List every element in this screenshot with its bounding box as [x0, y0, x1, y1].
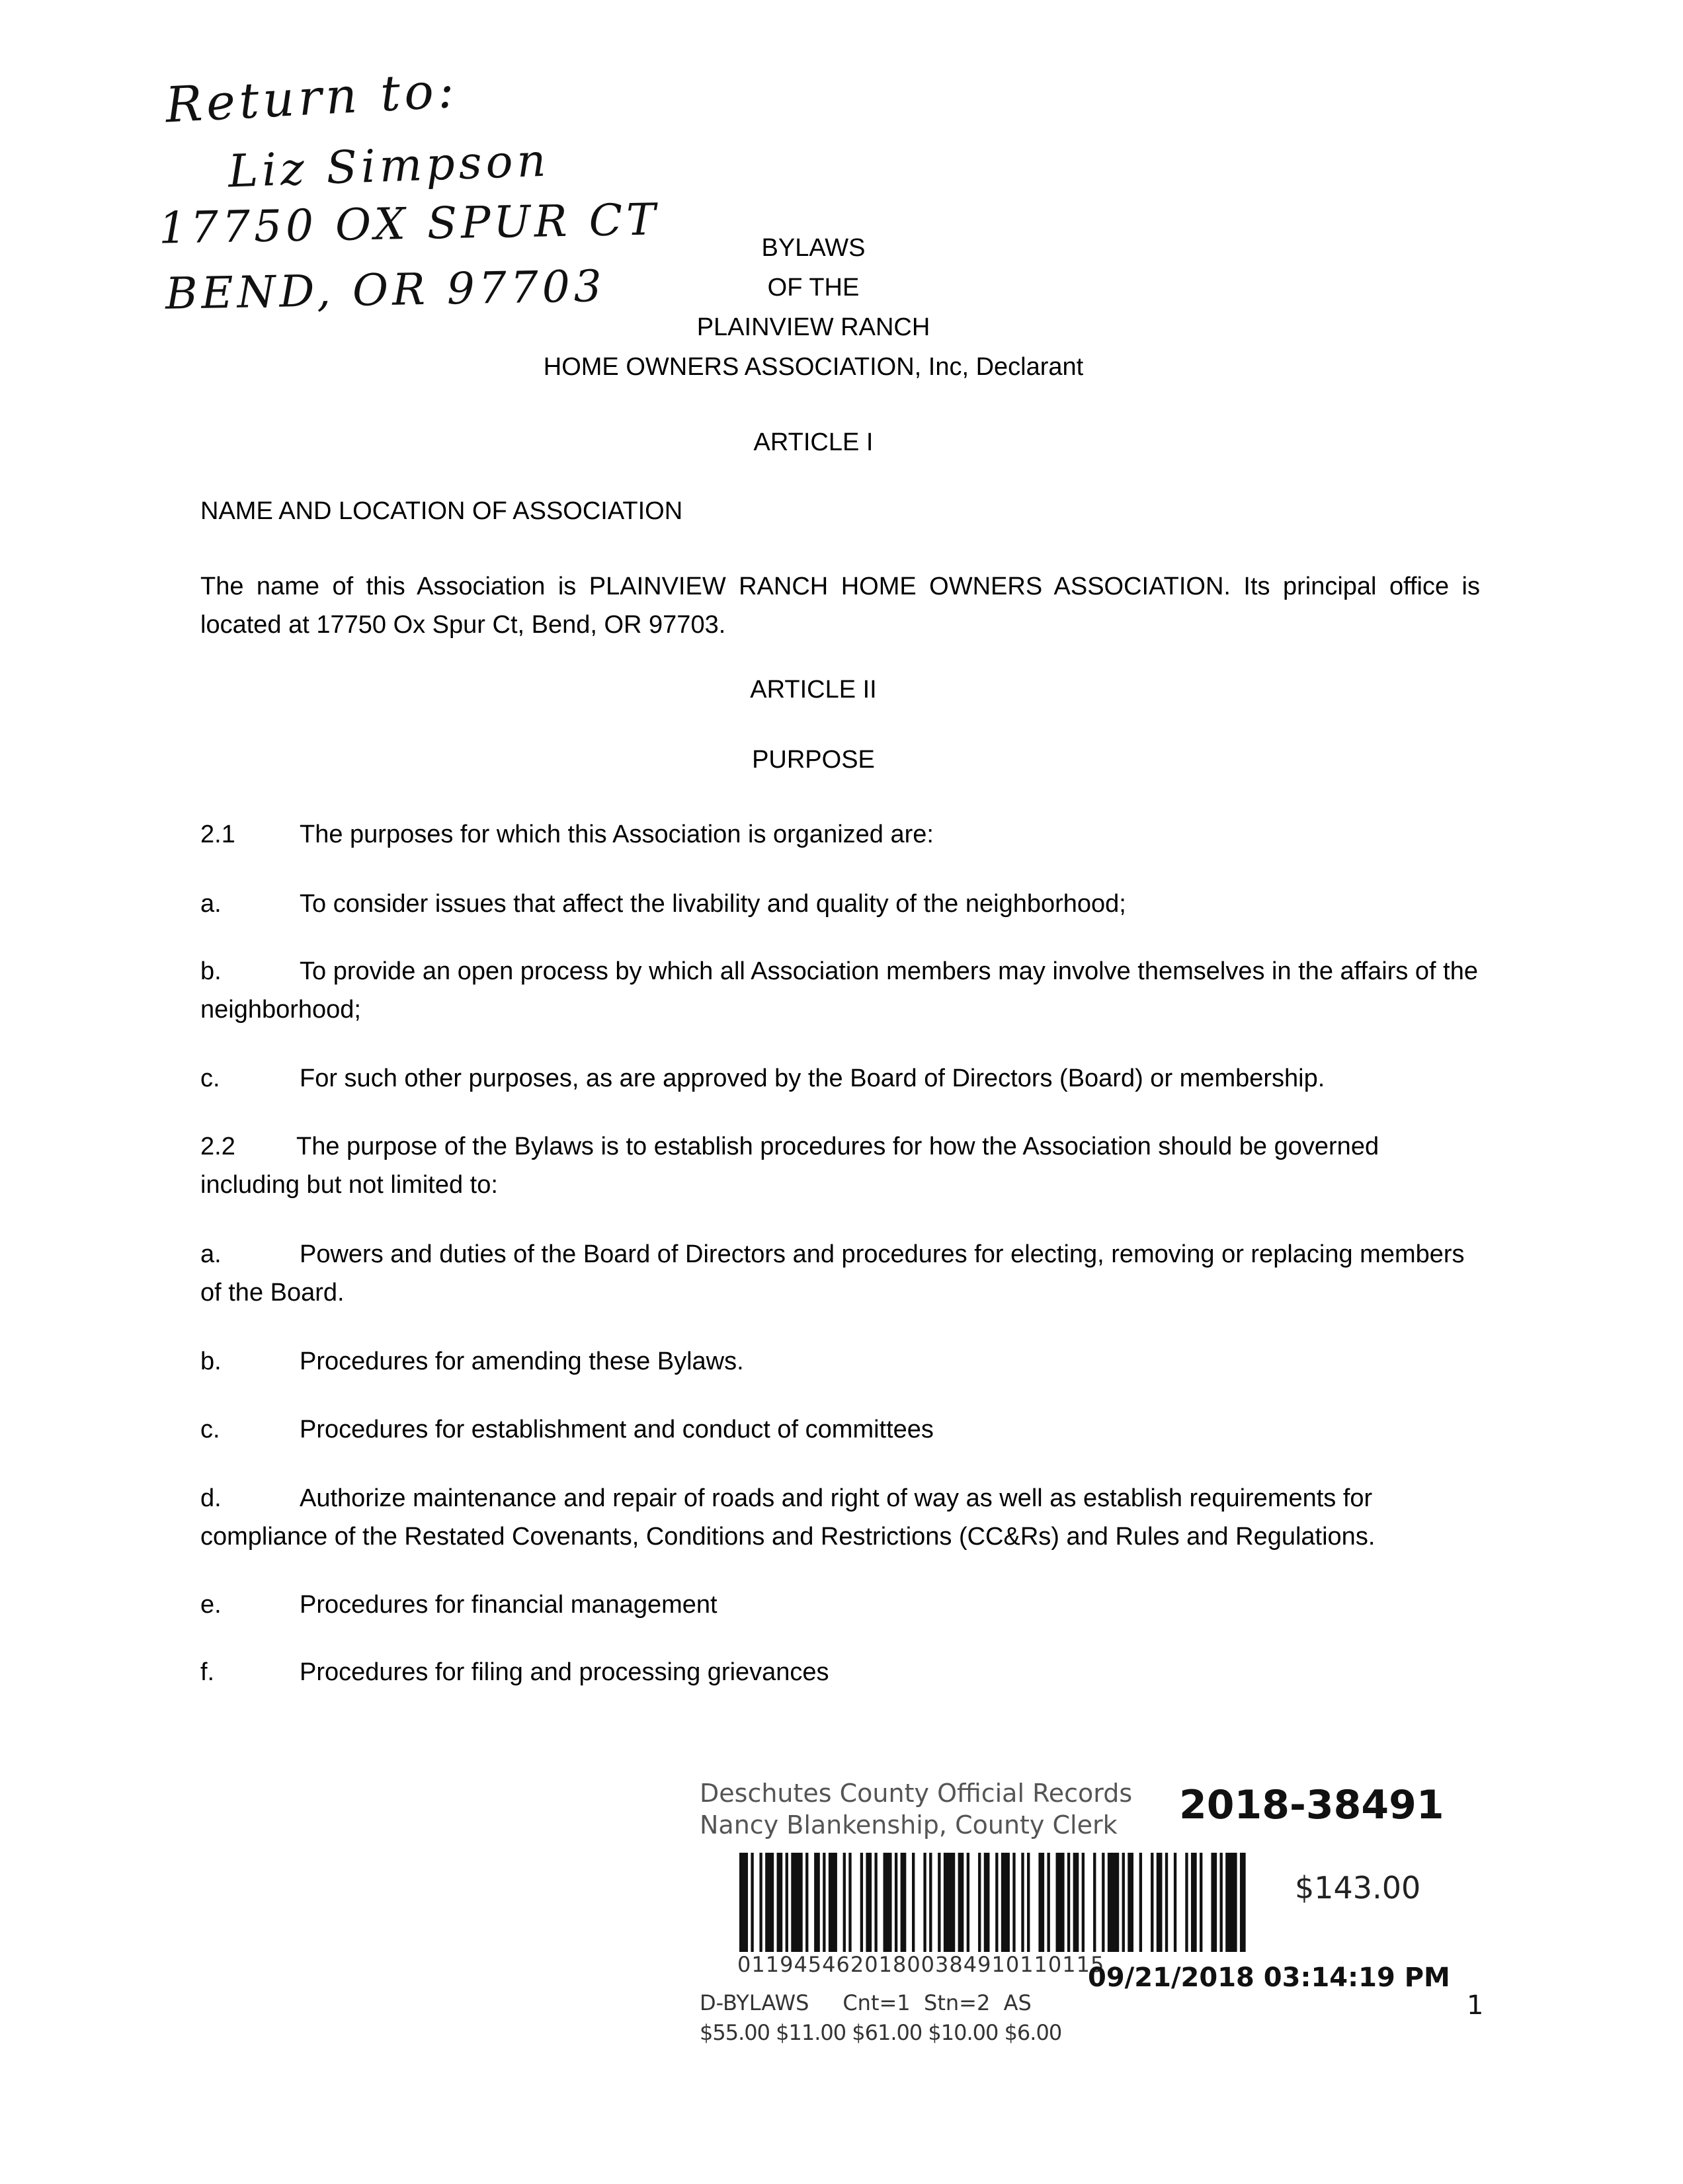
section-2-2-a	[200, 1235, 1480, 1312]
item-text: The purposes for which this Association is organized are:	[300, 821, 934, 848]
article-1-text: The name of this Association is PLAINVIEW RANCH HOME OWNERS ASSOCIATION. Its principal office is located at 17750 Ox Spur Ct, Bend, OR 97703.	[200, 573, 1480, 639]
barcode-bar	[944, 1853, 955, 1952]
barcode-bar	[1108, 1853, 1119, 1952]
section-2-1-a	[200, 885, 1480, 923]
barcode-icon	[739, 1853, 1249, 1952]
barcode-number: 01194546201800384910110115	[737, 1952, 1105, 1977]
title-line-3: PLAINVIEW RANCH	[696, 313, 930, 341]
barcode-bar	[1047, 1853, 1049, 1952]
barcode-bar	[1001, 1853, 1010, 1952]
item-mark: b.	[200, 1348, 222, 1375]
item-mark: b.	[200, 957, 222, 985]
barcode-bar	[777, 1853, 783, 1952]
barcode-bar	[874, 1853, 877, 1952]
barcode-bar	[823, 1853, 825, 1952]
recording-fee-total: $143.00	[1295, 1870, 1421, 1906]
barcode-bar	[1021, 1853, 1024, 1952]
item-text: The purpose of the Bylaws is to establish procedures for how the Association should be governed including but not limited to:	[200, 1133, 1379, 1199]
barcode-bar	[929, 1853, 932, 1952]
section-2-2-c	[200, 1410, 1480, 1449]
item-text: Powers and duties of the Board of Directors and procedures for electing, removing or replacing members of the Board.	[200, 1240, 1465, 1307]
barcode-bar	[829, 1853, 837, 1952]
barcode-bar	[912, 1853, 915, 1952]
recording-office	[700, 1777, 1132, 1841]
barcode-bar	[1027, 1853, 1030, 1952]
barcode-bar	[1157, 1853, 1163, 1952]
barcode-bar	[1240, 1853, 1246, 1952]
barcode-bar	[1211, 1853, 1217, 1952]
barcode-bar	[843, 1853, 846, 1952]
barcode-bar	[1038, 1853, 1044, 1952]
barcode-bar	[805, 1853, 808, 1952]
item-mark: d.	[200, 1484, 222, 1512]
barcode-bar	[814, 1853, 820, 1952]
barcode-bar	[739, 1853, 748, 1952]
title-line-4: HOME OWNERS ASSOCIATION, Inc, Declarant	[543, 353, 1084, 381]
barcode-bar	[759, 1853, 762, 1952]
barcode-bar	[1139, 1853, 1142, 1952]
item-text: Procedures for financial management	[300, 1591, 718, 1619]
item-text: For such other purposes, as are approved by the Board of Directors (Board) or membership.	[300, 1065, 1325, 1092]
barcode-bar	[866, 1853, 872, 1952]
item-text: Procedures for amending these Bylaws.	[300, 1348, 744, 1375]
barcode-bar	[1165, 1853, 1168, 1952]
recording-office-line-1: Deschutes County Official Records	[700, 1779, 1133, 1808]
item-text: Procedures for establishment and conduct of committees	[300, 1416, 934, 1443]
item-text: Authorize maintenance and repair of roads and right of way as well as establish requirements for compliance of the Restated Covenants, Conditions and Restrictions (CC&Rs) and Rules and Regulations.	[200, 1484, 1375, 1551]
recording-office-line-2: Nancy Blankenship, County Clerk	[700, 1810, 1118, 1840]
barcode-bar	[751, 1853, 753, 1952]
handwritten-name: Liz Simpson	[227, 134, 551, 198]
barcode-bar	[1185, 1853, 1188, 1952]
record-number: 2018-38491	[1179, 1782, 1444, 1828]
section-2-2-d	[200, 1479, 1480, 1556]
item-text: To provide an open process by which all Association members may involve themselves in the affairs of the neighborhood;	[200, 957, 1478, 1024]
article-2-heading: ARTICLE II	[750, 676, 877, 704]
barcode-bar	[1220, 1853, 1223, 1952]
page-number: 1	[1467, 1990, 1484, 2021]
handwritten-return-to: Return to:	[164, 61, 460, 134]
section-2-2-e	[200, 1586, 1480, 1624]
barcode-bar	[848, 1853, 851, 1952]
barcode-bar	[923, 1853, 926, 1952]
barcode-bar	[901, 1853, 907, 1952]
barcode-bar	[860, 1853, 863, 1952]
item-mark: f.	[200, 1658, 215, 1686]
section-2-2-f	[200, 1653, 1480, 1691]
handwritten-city: BEND, OR 97703	[165, 261, 606, 319]
section-2-2	[200, 1127, 1480, 1204]
barcode-bar	[791, 1853, 802, 1952]
document-title	[132, 228, 1495, 387]
barcode-bar	[786, 1853, 788, 1952]
barcode-bar	[1056, 1853, 1065, 1952]
barcode-bar	[1122, 1853, 1125, 1952]
recording-fee-breakdown: $55.00 $11.00 $61.00 $10.00 $6.00	[700, 2020, 1062, 2045]
barcode-bar	[958, 1853, 964, 1952]
section-2-1	[200, 815, 1480, 854]
barcode-bar	[1093, 1853, 1096, 1952]
barcode-bar	[1225, 1853, 1237, 1952]
barcode-bar	[765, 1853, 774, 1952]
article-1-heading: ARTICLE I	[753, 428, 874, 456]
item-text: Procedures for filing and processing grievances	[300, 1658, 829, 1686]
barcode-bar	[1012, 1853, 1015, 1952]
section-2-1-b	[200, 952, 1480, 1029]
barcode-bar	[967, 1853, 969, 1952]
barcode-bar	[938, 1853, 940, 1952]
title-line-2: OF THE	[767, 274, 860, 302]
barcode-bar	[995, 1853, 998, 1952]
item-mark: e.	[200, 1591, 222, 1619]
title-line-1: BYLAWS	[761, 234, 866, 262]
barcode-bar	[1174, 1853, 1176, 1952]
barcode-bar	[1067, 1853, 1070, 1952]
barcode-bar	[1151, 1853, 1153, 1952]
barcode-bar	[895, 1853, 897, 1952]
item-mark: 2.1	[200, 821, 235, 848]
item-mark: 2.2	[200, 1133, 235, 1160]
handwritten-street: 17750 OX SPUR CT	[158, 194, 660, 254]
barcode-bar	[1191, 1853, 1197, 1952]
barcode-bar	[883, 1853, 892, 1952]
section-2-1-c	[200, 1059, 1480, 1098]
barcode-bar	[1200, 1853, 1202, 1952]
section-2-2-b	[200, 1342, 1480, 1381]
barcode-bar	[1102, 1853, 1104, 1952]
barcode-bar	[1073, 1853, 1079, 1952]
barcode-bar	[984, 1853, 990, 1952]
item-text: To consider issues that affect the livability and quality of the neighborhood;	[300, 890, 1126, 918]
recording-doc-type: D-BYLAWS Cnt=1 Stn=2 AS	[700, 1990, 1032, 2015]
item-mark: a.	[200, 1240, 222, 1268]
recording-datetime: 09/21/2018 03:14:19 PM	[1088, 1962, 1450, 1993]
item-mark: a.	[200, 890, 222, 918]
item-mark: c.	[200, 1065, 220, 1092]
barcode-bar	[1128, 1853, 1133, 1952]
barcode-bar	[1082, 1853, 1085, 1952]
barcode-bar	[978, 1853, 981, 1952]
article-1-subheading: NAME AND LOCATION OF ASSOCIATION	[200, 497, 683, 525]
article-2-subheading: PURPOSE	[752, 746, 875, 774]
item-mark: c.	[200, 1416, 220, 1443]
